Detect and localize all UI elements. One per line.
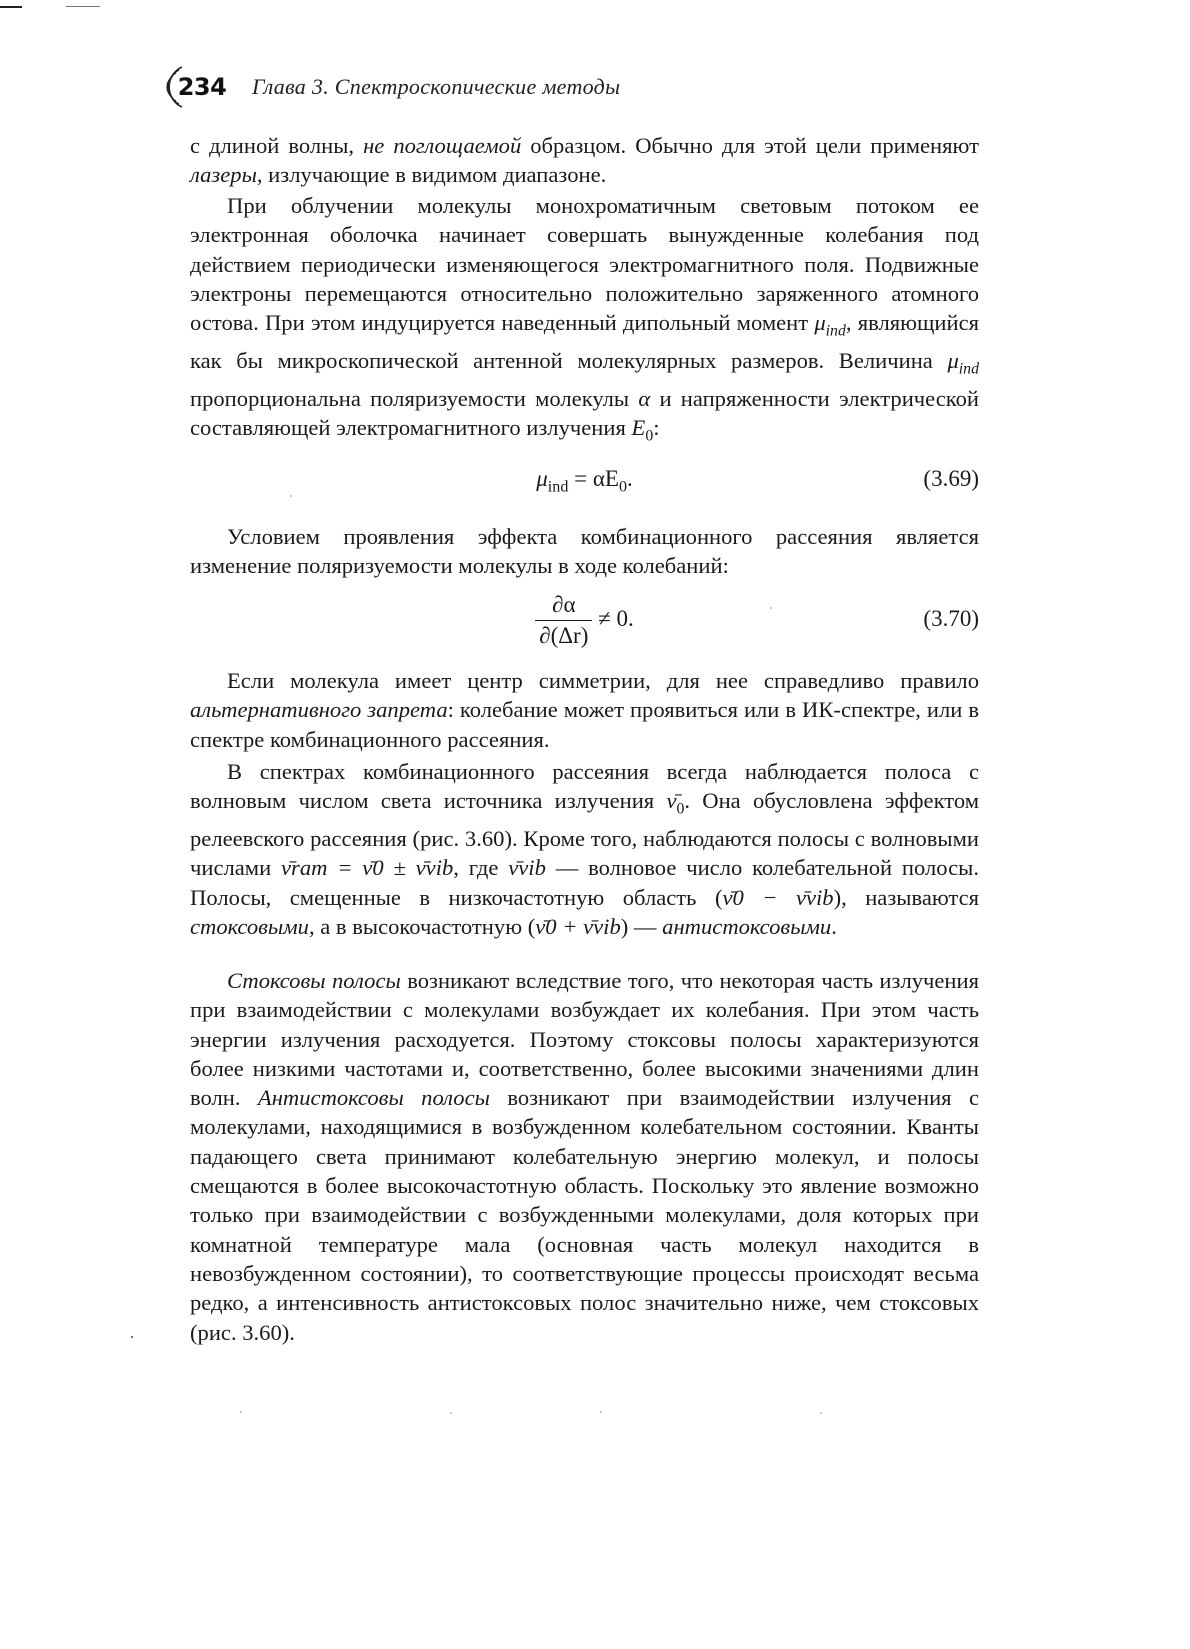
math-text: = αE [568,466,619,491]
emphasis-text: стоксовыми [190,914,309,939]
equation-expression [190,592,979,649]
scan-speck [240,1411,242,1413]
paragraph-3 [190,522,979,581]
paragraph-6 [190,966,979,1347]
text-run: , излучающие в видимом диапазоне. [256,162,607,188]
math-subscript: 0 [645,427,654,445]
paragraph-1 [190,131,979,190]
paragraph-2 [190,191,979,451]
text-run: Если молекула имеет центр симметрии, для нее справедливо правило [227,668,979,693]
text-run: возникают вследствие того, что некоторая часть излучения при взаимодействии с молекулами возбуждает их колебания. При этом часть энергии излучения расходуется. Поэтому стоксовы полосы характеризуются более низкими частотами и, соответственно, более высокими значениями длин волн. [190,968,979,1111]
text-run: пропорциональна поляризуемости молекулы [190,385,639,411]
emphasis-text: лазеры [190,162,257,188]
inline-formula: ν̄ram = ν̄0 ± ν̄vib [281,855,454,881]
math-symbol: E [631,415,646,441]
text-run: возникают при взаимодействии излучения с молекулами, находящимися в возбужденном колебательном состоянии. Кванты падающего света принимают колебательную энергию молекул, и полосы смещаются в более высокочастотную область. Поскольку это явление возможно только при взаимодействии с возбужденными молекулами, доля которых при комнатной температуре мала (основная часть молекул находится в невозбужденном состоянии), то соответствующие процессы происходят весьма редко, а интенсивность антистоксовых полос значительно ниже, чем стоксовых (рис. 3.60). [190,1085,979,1345]
text-run: При облучении молекулы монохроматичным световым потоком ее электронная оболочка начинает совершать вынужденные колебания под действием периодически изменяющегося электромагнитного поля. Подвижные электроны перемещаются относительно положительно заряженного атомного остова. При этом индуцируется наведенный дипольный момент [190,193,979,336]
math-subscript: ind [958,360,979,378]
paragraph-5 [190,757,979,941]
equation-expression [190,466,979,497]
equation-3-69 [190,466,979,506]
inline-formula: ν̄0 − ν̄vib [722,884,834,910]
paragraph-4 [190,666,979,754]
math-symbol: μ [814,310,826,336]
inline-formula: ν̄vib [508,855,546,881]
scan-speck [290,495,292,497]
text-run: и напряженности электрической составляющей электромагнитного излучения [190,385,979,441]
paragraph-text: Условием проявления эффекта комбинационного рассеяния является изменение поляризуемости молекулы в ходе колебаний: [190,524,979,579]
text-run: , являющийся как бы микроскопической антенной молекулярных размеров. Величина [190,310,979,373]
math-subscript: ind [825,322,846,340]
text-run: , где [453,855,509,881]
fraction [535,592,592,649]
page-number-badge [160,63,232,111]
equation-3-70 [190,592,979,652]
emphasis-text: Антистоксовы полосы [257,1085,490,1111]
math-subscript: 0 [676,800,685,818]
text-run: В спектрах комбинационного рассеяния всегда наблюдается полоса с волновым числом света источника излучения [190,759,979,814]
text-run: — волновое число колебательной полосы. Полосы, смещенные в низкочастотную область ( [190,855,980,910]
scan-speck [131,1336,133,1338]
fraction-denominator: ∂(Δr) [539,623,589,648]
running-head: Глава 3. Спектроскопические методы [252,74,621,99]
text-run: , а в высокочастотную ( [308,914,536,939]
scan-edge-mark [66,6,100,7]
page-number: 234 [177,73,227,101]
math-text: . [627,466,633,491]
page-header [160,62,620,112]
equation-number: (3.69) [923,466,979,491]
text-run: образцом. Обычно для этой цели применяют [521,133,979,158]
emphasis-text: альтернативного запрета [190,697,448,723]
math-subscript: ind [547,478,569,496]
math-symbol: μ [536,466,548,491]
scan-speck [820,1412,822,1414]
text-run: : колебание может проявиться или в ИК-спектре, или в спектре комбинационного рассеяния. [190,697,979,752]
text-run: . [831,914,837,939]
math-symbol: α [638,385,651,411]
text-run: ), называются [833,884,979,910]
math-subscript: 0 [618,478,627,496]
emphasis-text: антистоксовыми [662,914,832,939]
equation-number: (3.70) [923,606,979,631]
scan-edge-mark [0,6,22,8]
text-run: : [653,415,660,441]
math-symbol: ν̄ [666,788,677,814]
inline-formula: ν̄0 + ν̄vib [535,914,621,939]
scan-speck [450,1412,452,1414]
text-run: с длиной волны, [190,133,364,158]
text-run: . Она обусловлена эффектом релеевского рассеяния (рис. 3.60). Кроме того, наблюдаются полосы с волновыми числами [190,788,979,881]
emphasis-text: Стоксовы полосы [227,968,401,993]
text-run: ) — [620,914,663,939]
fraction-numerator: ∂α [535,592,592,621]
scan-speck [770,607,772,609]
math-symbol: μ [947,348,959,373]
math-text: ≠ 0. [592,605,634,631]
emphasis-text: не поглощаемой [363,133,522,158]
scan-speck [600,1411,602,1413]
